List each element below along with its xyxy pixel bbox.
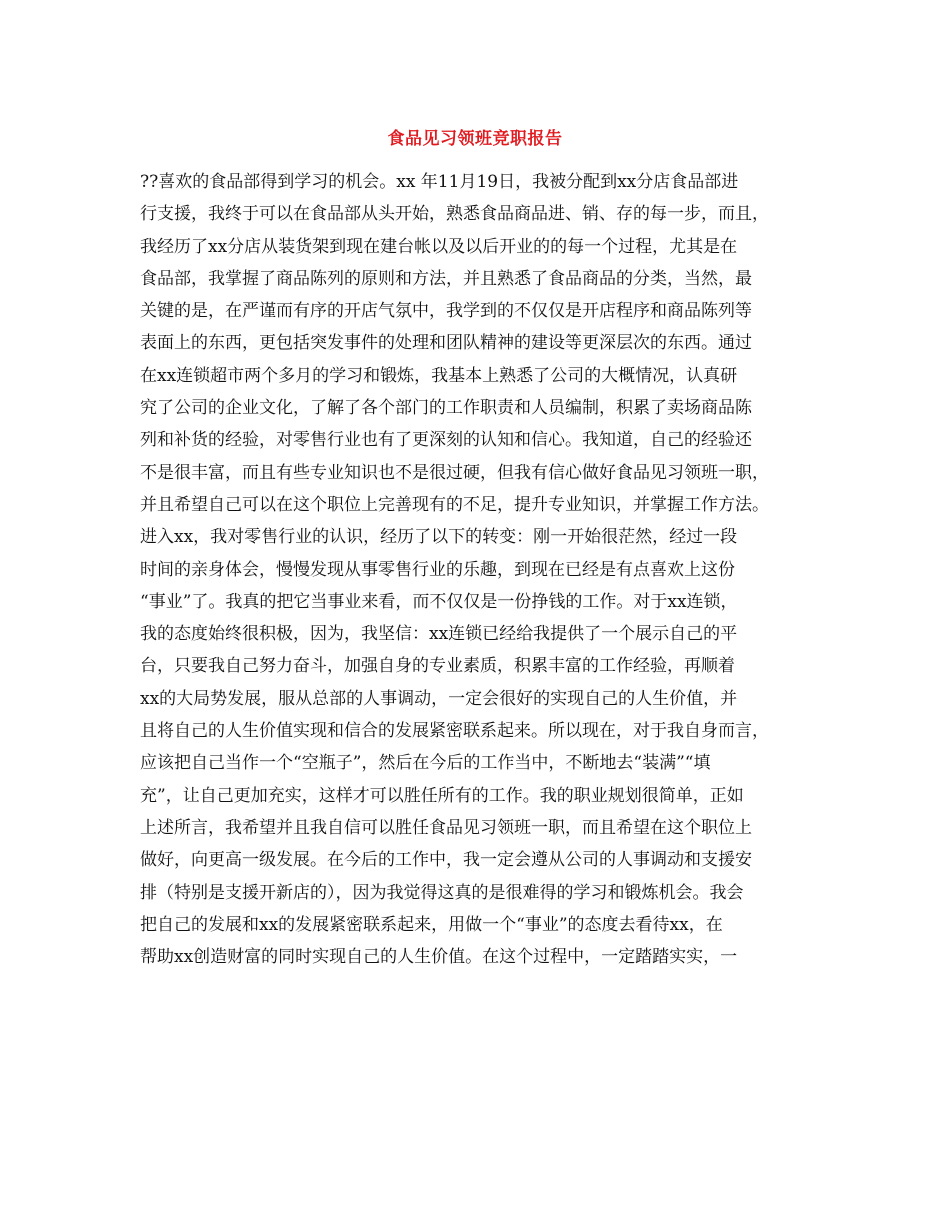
body-line: 时间的亲身体会，慢慢发现从事零售行业的乐趣，到现在已经是有点喜欢上这份 (140, 559, 735, 580)
body-line: 并且希望自己可以在这个职位上完善现有的不足，提升专业知识，并掌握工作方法。 (140, 494, 769, 515)
body-line: 进入xx，我对零售行业的认识，经历了以下的转变：刚一开始很茫然，经过一段 (140, 527, 738, 548)
document-body (140, 166, 820, 973)
body-line: 充”，让自己更加充实，这样才可以胜任所有的工作。我的职业规划很简单，正如 (140, 785, 744, 806)
body-line: 食品部，我掌握了商品陈列的原则和方法，并且熟悉了食品商品的分类，当然，最 (140, 268, 752, 289)
body-line: 排（特别是支援开新店的），因为我觉得这真的是很难得的学习和锻炼机会。我会 (140, 882, 744, 903)
body-line: 表面上的东西，更包括突发事件的处理和团队精神的建设等更深层次的东西。通过 (140, 333, 752, 354)
body-line: 且将自己的人生价值实现和信合的发展紧密联系起来。所以现在，对于我自身而言， (140, 721, 769, 742)
body-line: xx的大局势发展，服从总部的人事调动，一定会很好的实现自己的人生价值，并 (140, 688, 738, 709)
body-line: 不是很丰富，而且有些专业知识也不是很过硬，但我有信心做好食品见习领班一职， (140, 462, 769, 483)
body-line: 在xx连锁超市两个多月的学习和锻炼，我基本上熟悉了公司的大概情况，认真研 (140, 365, 738, 386)
body-line: 应该把自己当作一个“空瓶子”，然后在今后的工作当中，不断地去“装满”“填 (140, 753, 711, 774)
body-line: 做好，向更高一级发展。在今后的工作中，我一定会遵从公司的人事调动和支援安 (140, 850, 752, 871)
body-line: 把自己的发展和xx的发展紧密联系起来，用做一个“事业”的态度去看待xx，在 (140, 914, 723, 935)
body-line: 台，只要我自己努力奋斗，加强自身的专业素质，积累丰富的工作经验，再顺着 (140, 656, 735, 677)
body-line: 上述所言，我希望并且我自信可以胜任食品见习领班一职，而且希望在这个职位上 (140, 817, 752, 838)
document-title: 食品见习领班竞职报告 (387, 129, 563, 149)
body-line: 究了公司的企业文化，了解了各个部门的工作职责和人员编制，积累了卖场商品陈 (140, 398, 752, 419)
body-line: 列和补货的经验，对零售行业也有了更深刻的认知和信心。我知道，自己的经验还 (140, 430, 752, 451)
body-line: 帮助xx创造财富的同时实现自己的人生价值。在这个过程中，一定踏踏实实，一 (140, 947, 738, 968)
body-line: ??喜欢的食品部得到学习的机会。xx 年11月19日，我被分配到xx分店食品部进 (140, 172, 739, 192)
body-line: “事业”了。我真的把它当事业来看，而不仅仅是一份挣钱的工作。对于xx连锁， (140, 591, 738, 612)
body-line: 行支援，我终于可以在食品部从头开始，熟悉食品商品进、销、存的每一步，而且， (140, 204, 769, 225)
body-line: 关键的是，在严谨而有序的开店气氛中，我学到的不仅仅是开店程序和商品陈列等 (140, 301, 752, 322)
body-line: 我经历了xx分店从装货架到现在建台帐以及以后开业的的每一个过程，尤其是在 (140, 236, 738, 257)
body-line: 我的态度始终很积极，因为，我坚信：xx连锁已经给我提供了一个展示自己的平 (140, 624, 738, 645)
